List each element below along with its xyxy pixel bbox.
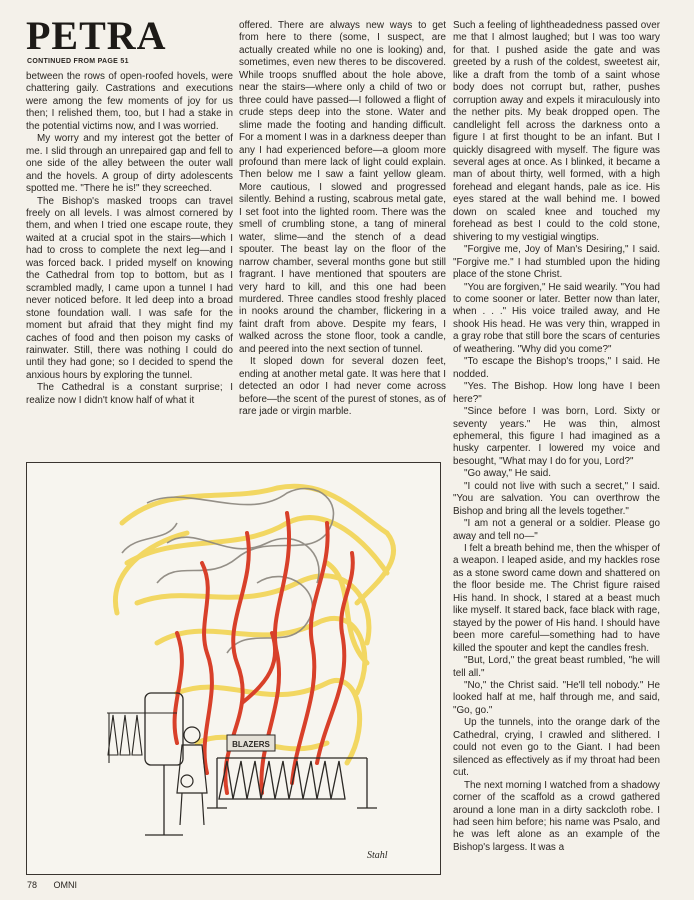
sign-text: BLAZERS <box>232 740 270 749</box>
paragraph: "I could not live with such a secret," I said. "You are salvation. You can overthrow the Bishop and bring all the levels together." <box>453 480 660 517</box>
paragraph: The Cathedral is a constant surprise; I realize now I didn't know half of what it <box>26 382 233 406</box>
paragraph: "Forgive me, Joy of Man's Desiring," I said. "Forgive me." I had stumbled upon the hiding place of the stone Christ. <box>453 244 660 281</box>
text-column-2 <box>239 20 446 458</box>
paragraph: "You are forgiven," He said wearily. "You had to come sooner or later. Better now than later, when . . ." His voice trailed away, and He shook His head. He was very thin, wrapped in a gray robe that still bore the scars of centuries of weathering. "Why did you come?" <box>453 281 660 355</box>
paragraph: Up the tunnels, into the orange dark of the Cathedral, crying, I crawled and slithered. I could not even go to the Giant. I had been silenced as effectively as if my throat had been cut. <box>453 717 660 779</box>
paragraph: The Bishop's masked troops can travel freely on all levels. I was almost cornered by them, and when I tried one escape route, they waited at a crucial spot in the stairs—which I had to cross to complete the next leg—and I was forced back. I prided myself on knowing the Cathedral from top to bottom, but as I scrambled madly, I came upon a tunnel I had never noticed before. It led deep into a broad stone foundation wall. I was safe for the moment but afraid that they might find my caches of food and then poison my casks of rainwater. Still, there was nothing I could do until they had gone; so I decided to spend the anxious hours by exploring the tunnel. <box>26 195 233 381</box>
paragraph: "To escape the Bishop's troops," I said. He nodded. <box>453 356 660 380</box>
paragraph: "Go away," He said. <box>464 468 551 480</box>
illustration-drawing <box>27 463 440 874</box>
paragraph: I felt a breath behind me, then the whisper of a weapon. I leaped aside, and my hackles rose as a stone sword came down and shattered on the floor beside me. The Christ figure raised His hand. In shock, I stared at a beast much like myself. It stared back, face black with rage, stayed by the power of His hand. I should have been more careful—something had to have killed the spouter and kept the candles fresh. <box>453 543 660 654</box>
paragraph: "Since before I was born, Lord. Sixty or seventy years." He was thin, almost ephemeral, this figure I had imagined as a husky carpenter. I lowered my voice and besought, "What may I do for you, Lord?" <box>453 406 660 467</box>
paragraph: Such a feeling of lightheadedness passed over me that I almost laughed; but I was too wary for that. I pushed aside the gate and was greeted by a rush of the coldest, sweetest air, like a draft from the tomb of a saint whose body does not corrupt but, rather, pushes corruption away and expels it miraculously into the nether pits. My beak dropped open. The candlelight fell across the darkness onto a figure I at first thought to be an infant. But I quickly disagreed with myself. The figure was several ages at once. As I blinked, it became a man of about thirty, well formed, with a high forehead and elegant hands, pale as ice. His eyes stared at the wall behind me. I bowed down on scaled knee and touched my forehead as best I could to the cold stone, shivering to my vestigial wingtips. <box>453 20 660 243</box>
paragraph: The next morning I watched from a shadowy corner of the scaffold as a crowd gathered around a lone man in a dirty sackcloth robe. I had seen him before; his name was Psalo, and he was left alone as an example of the Bishop's largess. It was a <box>453 779 660 853</box>
paragraph: between the rows of open-roofed hovels, were chattering gaily. Castrations and executions were among the few moments of joy for us then; I relished them, too, but I had a stake in the potential victims now, and I was worried. <box>26 71 233 132</box>
paragraph: "But, Lord," the great beast rumbled, "he will tell all." <box>453 655 660 679</box>
page-number: 78 <box>27 880 38 890</box>
paragraph: "Yes. The Bishop. How long have I been here?" <box>453 381 660 405</box>
paragraph: It sloped down for several dozen feet, ending at another metal gate. It was here that I detected an odor I had never come across before—the scent of the purest of stones, as of rare jade or virgin marble. <box>239 356 446 418</box>
paragraph: "No," the Christ said. "He'll tell nobody." He looked half at me, half through me, and said, "Go, go." <box>453 680 660 716</box>
article-title: PETRA <box>26 13 167 58</box>
text-column-3 <box>453 20 660 880</box>
artist-signature: Stahl <box>367 850 388 861</box>
illustration-burning-clothes-rack <box>26 462 441 875</box>
continued-from-label: CONTINUED FROM PAGE 51 <box>27 58 129 65</box>
text-column-1 <box>26 71 233 458</box>
paragraph: offered. There are always new ways to get from here to there (some, I suspect, are actually created while no one is looking) and, sometimes, even new theres to be discovered. While troops snuffled about the hole above, near the stairs—where only a child of two or three could have passed—I followed a flight of crude steps deep into the stone. Water and slime made the footing and handing difficult. For a moment I was in a darkness deeper than any I had experienced before—a gloom more profound than mere lack of light could explain. Then below me I saw a faint yellow gleam. More cautious, I slowed and progressed silently. Behind a rusting, scabrous metal gate, I set foot into the lighted room. There was the smell of crumbling stone, a tang of mineral water, slime—and the stench of a dead spouter. The beast lay on the floor of the narrow chamber, several months gone but still fragrant. I have mentioned that spouters are very hard to kill, and this one had been murdered. Three candles stood freshly placed in nooks around the chamber, flickering in a faint draft from above. Despite my fears, I walked across the stone floor, took a candle, and peered into the next section of tunnel. <box>239 20 446 355</box>
page-footer <box>27 880 91 890</box>
paragraph: My worry and my interest got the better of me. I slid through an unrepaired gap and fell to one side of the alley between the outer wall and the hovels. A group of dirty adolescents spotted me. "There he is!" they screeched. <box>26 133 233 195</box>
paragraph: "I am not a general or a soldier. Please go away and tell no—" <box>453 518 660 542</box>
magazine-name: OMNI <box>53 880 78 890</box>
